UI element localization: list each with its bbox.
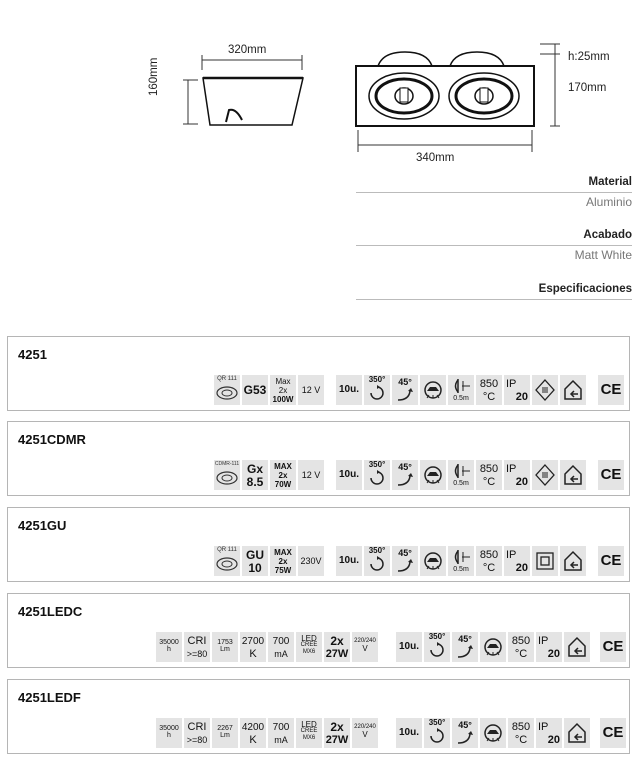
dimension-width-front: 340mm [416, 152, 455, 164]
indoor-use-icon [560, 546, 586, 576]
led-line-3: MX6 [302, 649, 316, 655]
divider [356, 192, 632, 193]
class-ii-icon [532, 546, 558, 576]
voltage-line-1: 220/240 [354, 724, 376, 730]
ip-label: IP [506, 378, 517, 390]
lumens-unit: Lm [220, 732, 230, 739]
kelvin-value: 4200 [241, 722, 265, 733]
temperature-value: 850 [479, 463, 499, 475]
rotation-icon [424, 632, 450, 662]
led-source-icon [296, 632, 322, 662]
temperature-value: 850 [511, 635, 531, 647]
temperature-unit: °C [482, 562, 496, 574]
dimension-height-front: h:25mm [568, 51, 610, 63]
socket-line-1: GU [246, 548, 264, 562]
ip-value: 20 [547, 648, 560, 660]
temperature-icon [476, 546, 502, 576]
led-line-3: MX6 [302, 735, 316, 741]
class-iii-icon [532, 460, 558, 490]
lamp-beam-icon [420, 546, 446, 576]
cri-value: >=80 [186, 735, 208, 745]
lumens-icon [212, 632, 238, 662]
ip-value: 20 [515, 391, 528, 403]
icon-strip [214, 375, 624, 405]
distance-label: 0.5m [453, 395, 469, 402]
voltage-icon [298, 375, 324, 405]
power-line-3: 70W [274, 480, 292, 489]
lifetime-value: 35000 [159, 639, 179, 646]
temperature-unit: °C [514, 734, 528, 746]
lumens-value: 2267 [217, 725, 233, 732]
socket-icon [242, 460, 268, 490]
voltage-label: 230V [300, 556, 322, 566]
socket-line-2: 10 [248, 561, 262, 575]
ce-label: CE [602, 724, 624, 741]
material-value: Aluminio [585, 195, 632, 209]
ip-rating-icon [536, 718, 562, 748]
product-code: 4251LEDF [18, 690, 81, 705]
technical-drawings [0, 0, 636, 164]
lamp-beam-icon [420, 375, 446, 405]
lamp-beam-icon [480, 718, 506, 748]
power-line-1: MAX [274, 462, 292, 471]
tilt-label: 45° [398, 462, 412, 472]
class-iii-icon [532, 375, 558, 405]
temperature-unit: °C [482, 476, 496, 488]
units-label: 10u. [398, 727, 419, 738]
tilt-label: 45° [398, 548, 412, 558]
voltage-icon [352, 718, 378, 748]
material-label: Material [588, 176, 632, 188]
temperature-icon [508, 632, 534, 662]
rotation-icon [364, 375, 390, 405]
tilt-icon [392, 460, 418, 490]
indoor-use-icon [560, 460, 586, 490]
ip-label: IP [506, 463, 517, 475]
dimension-width-top: 320mm [228, 44, 267, 56]
lifetime-unit: h [167, 732, 171, 739]
voltage-icon [298, 460, 324, 490]
lamp-type-label: CDMR-111 [214, 461, 240, 467]
indoor-use-icon [564, 718, 590, 748]
color-temperature-icon [240, 718, 266, 748]
socket-line-2: 8.5 [246, 475, 264, 489]
units-icon [336, 460, 362, 490]
ce-label: CE [602, 638, 624, 655]
lifetime-icon [156, 632, 182, 662]
socket-line-1: Gx [246, 462, 263, 476]
units-icon [336, 546, 362, 576]
power-line-1: MAX [274, 548, 292, 557]
ip-label: IP [538, 721, 549, 733]
product-code: 4251GU [18, 518, 67, 533]
lamp-type-label: QR 111 [217, 376, 237, 382]
current-icon [268, 632, 294, 662]
distance-icon [448, 460, 474, 490]
lumens-icon [212, 718, 238, 748]
finish-label: Acabado [583, 229, 632, 241]
temperature-value: 850 [479, 549, 499, 561]
divider [356, 299, 632, 300]
indoor-use-icon [564, 632, 590, 662]
units-label: 10u. [338, 555, 359, 566]
cri-icon [184, 632, 210, 662]
tilt-label: 45° [458, 720, 472, 730]
units-icon [336, 375, 362, 405]
units-icon [396, 632, 422, 662]
temperature-icon [476, 460, 502, 490]
ip-label: IP [506, 549, 517, 561]
temperature-value: 850 [479, 378, 499, 390]
product-row-4251ledc [7, 593, 630, 668]
ip-rating-icon [504, 546, 530, 576]
rotation-label: 350° [368, 375, 386, 384]
cri-icon [184, 718, 210, 748]
current-icon [268, 718, 294, 748]
lamp-beam-icon [480, 632, 506, 662]
power-line-2: 27W [325, 648, 349, 660]
lamp-type-label: QR 111 [217, 547, 237, 553]
spec-specifications [356, 283, 632, 300]
product-code: 4251CDMR [18, 432, 86, 447]
voltage-line-1: 220/240 [354, 638, 376, 644]
voltage-line-2: V [362, 644, 368, 653]
socket-icon [242, 546, 268, 576]
led-source-icon [296, 718, 322, 748]
ip-value: 20 [547, 734, 560, 746]
lamp-beam-icon [420, 460, 446, 490]
indoor-use-icon [560, 375, 586, 405]
color-temperature-icon [240, 632, 266, 662]
lifetime-unit: h [167, 646, 171, 653]
finish-value: Matt White [574, 248, 632, 262]
rotation-label: 350° [428, 718, 446, 727]
ce-mark-icon [598, 546, 624, 576]
power-line-2: 2x [278, 557, 288, 566]
ce-label: CE [600, 381, 622, 398]
distance-icon [448, 375, 474, 405]
power-icon [270, 460, 296, 490]
tilt-icon [392, 546, 418, 576]
power-icon [270, 375, 296, 405]
ce-label: CE [600, 466, 622, 483]
specifications-label: Especificaciones [538, 283, 632, 295]
tilt-icon [452, 632, 478, 662]
ip-value: 20 [515, 562, 528, 574]
product-code: 4251LEDC [18, 604, 83, 619]
product-row-4251ledf [7, 679, 630, 754]
ce-label: CE [600, 552, 622, 569]
ip-value: 20 [515, 476, 528, 488]
icon-strip [214, 460, 624, 490]
lifetime-value: 35000 [159, 725, 179, 732]
ip-rating-icon [536, 632, 562, 662]
ip-rating-icon [504, 375, 530, 405]
power-line-1: 2x [330, 720, 344, 734]
voltage-line-2: V [362, 730, 368, 739]
rotation-label: 350° [428, 632, 446, 641]
voltage-label: 12 V [301, 470, 321, 480]
current-value: 700 [272, 636, 290, 647]
tilt-label: 45° [398, 377, 412, 387]
power-icon [270, 546, 296, 576]
lumens-value: 1753 [217, 639, 233, 646]
ce-mark-icon [600, 718, 626, 748]
lumens-unit: Lm [220, 646, 230, 653]
current-unit: mA [274, 649, 288, 659]
cri-value: >=80 [186, 649, 208, 659]
cri-label: CRI [187, 635, 207, 647]
power-icon [324, 718, 350, 748]
rotation-icon [364, 546, 390, 576]
power-icon [324, 632, 350, 662]
ce-mark-icon [598, 460, 624, 490]
units-icon [396, 718, 422, 748]
led-line-1: LED [301, 720, 317, 729]
current-unit: mA [274, 735, 288, 745]
power-line-2: 2x [278, 471, 288, 480]
divider [356, 245, 632, 246]
units-label: 10u. [338, 384, 359, 395]
lamp-type-icon [214, 546, 240, 576]
ce-mark-icon [598, 375, 624, 405]
product-row-4251cdmr [7, 421, 630, 496]
power-line-1: Max [275, 377, 291, 386]
socket-icon [242, 375, 268, 405]
product-row-4251 [7, 336, 630, 411]
power-line-2: 27W [325, 734, 349, 746]
product-row-4251gu [7, 507, 630, 582]
dimension-height-side: 160mm [148, 57, 160, 96]
distance-label: 0.5m [453, 566, 469, 573]
icon-strip [214, 546, 624, 576]
tilt-icon [392, 375, 418, 405]
rotation-label: 350° [368, 546, 386, 555]
power-line-3: 100W [272, 395, 294, 404]
power-line-3: 75W [274, 566, 292, 575]
temperature-value: 850 [511, 721, 531, 733]
kelvin-value: 2700 [241, 636, 265, 647]
icon-strip [156, 632, 626, 662]
ip-rating-icon [504, 460, 530, 490]
kelvin-unit: K [249, 734, 257, 746]
temperature-icon [476, 375, 502, 405]
rotation-icon [364, 460, 390, 490]
spec-finish [356, 229, 632, 262]
units-label: 10u. [338, 469, 359, 480]
led-line-2: CREE [300, 728, 318, 734]
tilt-label: 45° [458, 634, 472, 644]
distance-icon [448, 546, 474, 576]
led-line-1: LED [301, 634, 317, 643]
product-code: 4251 [18, 347, 47, 362]
dimension-depth-front: 170mm [568, 82, 607, 94]
temperature-unit: °C [514, 648, 528, 660]
units-label: 10u. [398, 641, 419, 652]
lifetime-icon [156, 718, 182, 748]
voltage-label: 12 V [301, 385, 321, 395]
voltage-icon [352, 632, 378, 662]
side-view-drawing [0, 0, 636, 160]
distance-label: 0.5m [453, 480, 469, 487]
led-line-2: CREE [300, 642, 318, 648]
ip-label: IP [538, 635, 549, 647]
voltage-icon [298, 546, 324, 576]
power-line-1: 2x [330, 634, 344, 648]
current-value: 700 [272, 722, 290, 733]
temperature-icon [508, 718, 534, 748]
kelvin-unit: K [249, 648, 257, 660]
ce-mark-icon [600, 632, 626, 662]
cri-label: CRI [187, 721, 207, 733]
spec-material [356, 176, 632, 209]
tilt-icon [452, 718, 478, 748]
socket-label: G53 [243, 383, 267, 397]
temperature-unit: °C [482, 391, 496, 403]
lamp-type-icon [214, 375, 240, 405]
rotation-icon [424, 718, 450, 748]
icon-strip [156, 718, 626, 748]
rotation-label: 350° [368, 460, 386, 469]
power-line-2: 2x [278, 386, 288, 395]
lamp-type-icon [214, 460, 240, 490]
